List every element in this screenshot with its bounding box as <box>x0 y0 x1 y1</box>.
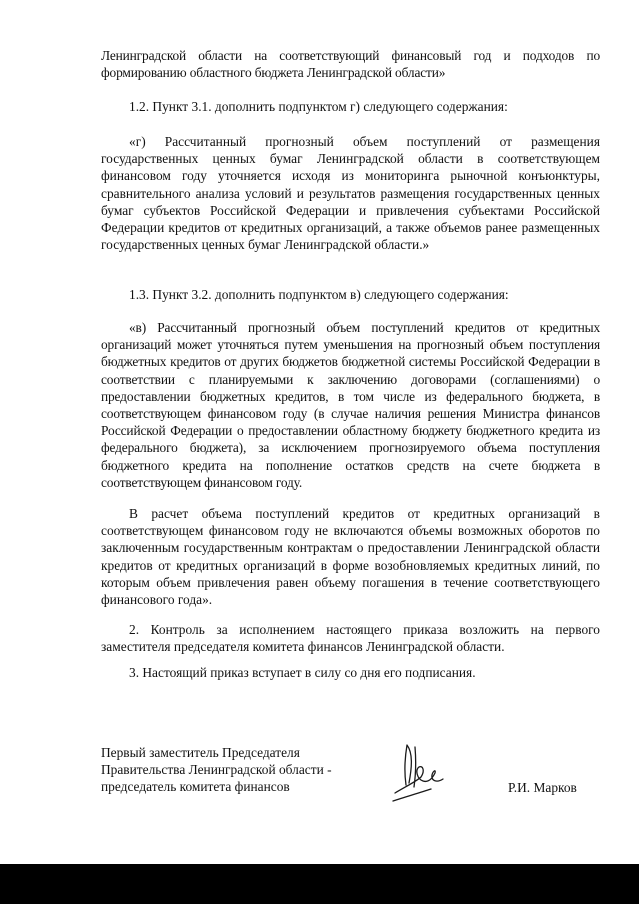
paragraph-item-1-3: 1.3. Пункт 3.2. дополнить подпунктом в) следующего содержания: <box>129 287 509 302</box>
signer-name: Р.И. Марков <box>508 780 577 795</box>
position-line-2: Правительства Ленинградской области - <box>101 762 332 778</box>
paragraph-subpoint-v: «в) Рассчитанный прогнозный объем поступлений кредитов от кредитных организаций может уточняться путем уменьшения на прогнозный объем поступления бюджетных кредитов от других бюджетов бюджетной системы Российской Федерации в соответствии с планируемыми к заключению договорами (соглашениями) о предоставлении бюджетных кредитов, в том числе из федерального бюджета, в соответствующем финансовом году (в случае наличия решения Министра финансов Российской Федерации о предоставлении областному бюджету бюджетного кредита из федерального бюджета), за исключением прогнозируемого объема поступления бюджетного кредита на пополнение остатков средств на счете бюджета в соответствующем финансовом году. <box>101 320 600 490</box>
scan-edge-band <box>0 864 639 904</box>
handwritten-signature <box>385 737 455 807</box>
signatory-position <box>101 744 381 796</box>
paragraph-subpoint-g: «г) Рассчитанный прогнозный объем поступлений от размещения государственных ценных бумаг Ленинградской области в соответствующем финансовом году уточняется исходя из мониторинга рыночной конъюнктуры, сравнительного анализа условий и результатов размещения государственных ценных бумаг субъектов Российской Федерации и привлечения субъектами Российской Федерации кредитов от кредитных организаций, а также объемов ранее размещенных государственных ценных бумаг Ленинградской области.» <box>101 134 600 253</box>
paragraph-item-1-2: 1.2. Пункт 3.1. дополнить подпунктом г) следующего содержания: <box>129 99 508 114</box>
paragraph-calculation-note: В расчет объема поступлений кредитов от кредитных организаций в соответствующем финансовом году не включаются объемы возможных оборотов по заключенным государственным контрактам о предоставлении Ленинградской области кредитов от кредитных организаций в форме возобновляемых кредитных линий, по которым объем привлечения равен объему погашения в течение соответствующего финансового года». <box>101 506 600 608</box>
paragraph-intro: Ленинградской области на соответствующий финансовый год и подходов по формированию областного бюджета Ленинградской области» <box>101 48 600 81</box>
paragraph-item-2: 2. Контроль за исполнением настоящего приказа возложить на первого заместителя председателя комитета финансов Ленинградской области. <box>101 622 600 655</box>
paragraph-item-3: 3. Настоящий приказ вступает в силу со дня его подписания. <box>129 665 476 680</box>
position-line-3: председатель комитета финансов <box>101 779 290 795</box>
position-line-1: Первый заместитель Председателя <box>101 745 300 760</box>
